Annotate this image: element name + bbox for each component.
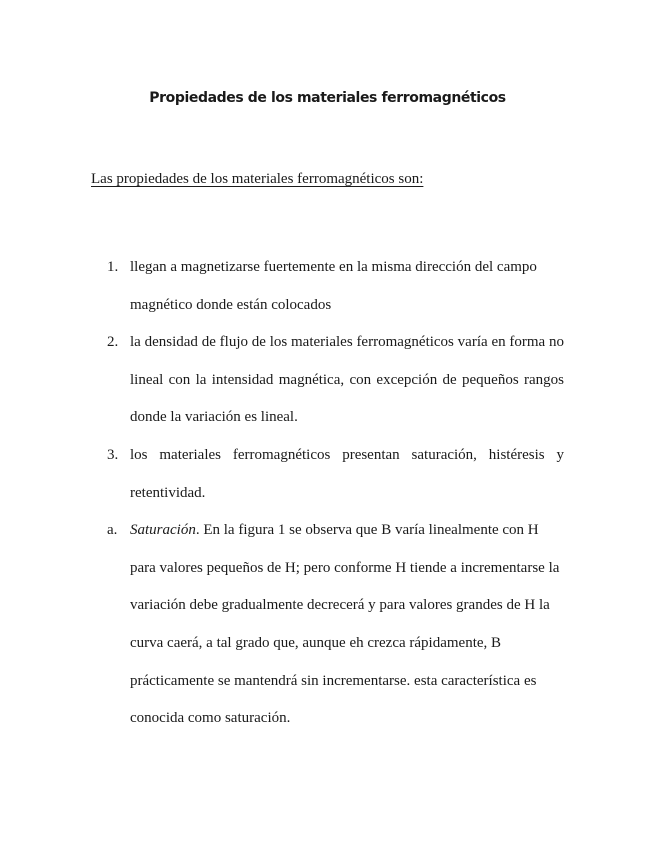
intro-text: Las propiedades de los materiales ferromagnéticos son: (91, 171, 424, 187)
document-title: Propiedades de los materiales ferromagnéticos (149, 90, 506, 106)
saturation-description: . En la figura 1 se observa que B varía linealmente con H para valores pequeños de H; pero conforme H tiende a incrementarse la variación debe gradualmente decrecerá y para valores grandes de H la curva caerá, a tal grado que, aunque eh crezca rápidamente, B prácticamente se mantendrá sin incrementarse. esta característica es conocida como saturación. (130, 522, 560, 727)
list-item-text: la densidad de flujo de los materiales ferromagnéticos varía en forma no lineal con la intensidad magnética, con excepción de pequeños rangos donde la variación es lineal. (130, 334, 564, 426)
list-item (0, 512, 655, 738)
properties-list (0, 249, 655, 738)
list-item (0, 437, 655, 512)
list-item (0, 249, 655, 324)
list-marker: 1. (107, 259, 119, 275)
list-marker: a. (107, 522, 118, 539)
list-item (0, 324, 655, 437)
list-item-text-saturation (130, 512, 564, 738)
list-marker: 3. (107, 446, 119, 463)
list-item-text: llegan a magnetizarse fuertemente en la misma dirección del campo magnético donde están colocados (130, 259, 537, 313)
list-item-text: los materiales ferromagnéticos presentan saturación, histéresis y retentividad. (130, 446, 564, 501)
saturation-term: Saturación (130, 522, 196, 539)
list-marker: 2. (107, 334, 119, 351)
